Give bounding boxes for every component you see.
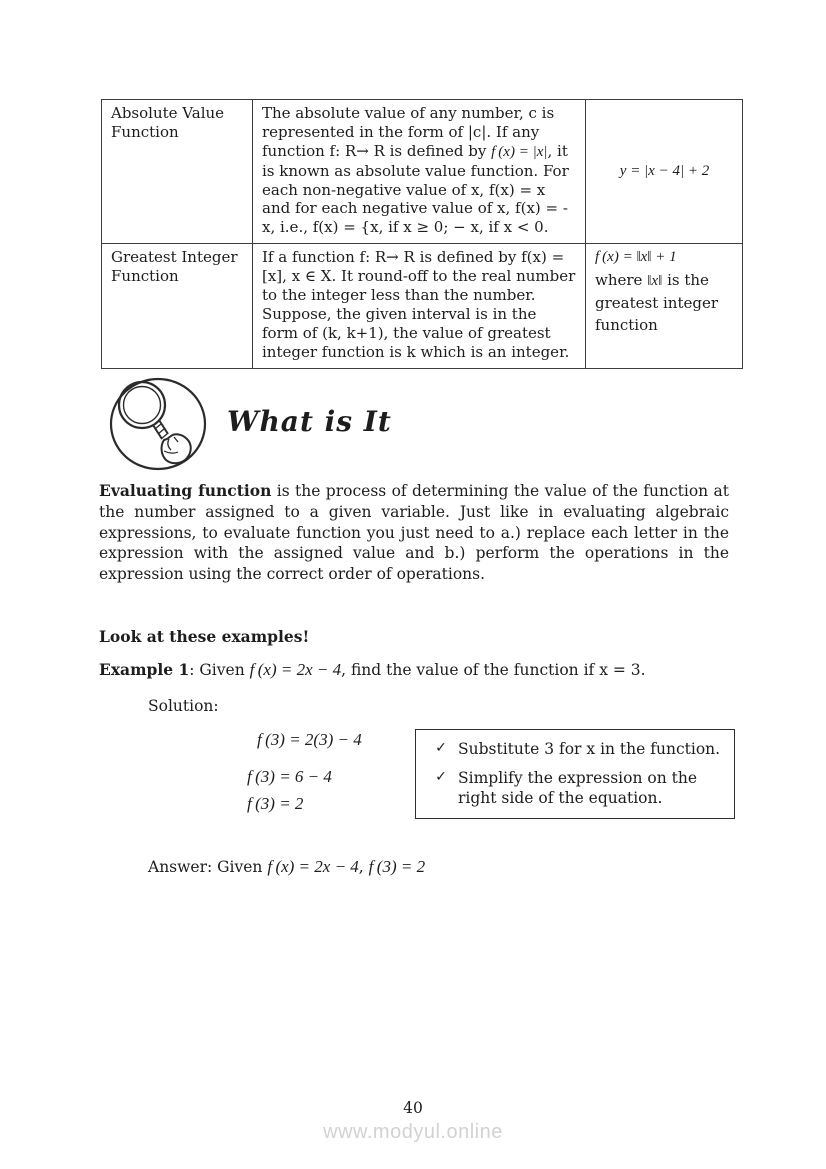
inline-math: ‖x‖ (647, 273, 663, 290)
example-math: y = |x − 4| + 2 (619, 162, 710, 179)
example-text: , find the value of the function if x = 3. (341, 661, 646, 679)
magnifier-in-hand-icon (108, 376, 208, 472)
term-text: Greatest Integer Function (111, 248, 238, 286)
example-math: f (x) = ‖x‖ + 1 (595, 249, 677, 266)
intro-paragraph (99, 481, 729, 585)
example-text: : Given (189, 661, 250, 679)
example-text: is the greatest integer function (595, 271, 719, 334)
intro-lead: Evaluating function (99, 481, 272, 500)
example-label: Example 1 (99, 660, 190, 679)
definition-cell (253, 244, 586, 368)
solution-label: Solution: (148, 697, 219, 715)
inline-math: f (x) = 2x − 4 (267, 857, 359, 876)
term-cell (102, 244, 253, 368)
table-row-absolute-value (102, 100, 743, 244)
example-cell (586, 100, 743, 244)
example-text: where (595, 271, 648, 290)
section-title: What is It (227, 405, 392, 438)
watermark: www.modyul.online (323, 1121, 503, 1143)
definition-text: , it is known as absolute value function. For each non-negative value of x, f(x) = x and for each negative value of x, f(x) = -x, i.e., f(x) = {x, if x ≥ 0; − x, if x < 0. (262, 141, 569, 237)
list-item (424, 768, 724, 808)
table-row-greatest-integer (102, 244, 743, 368)
answer-text: Answer: Given (148, 858, 268, 876)
term-text: Absolute Value Function (111, 104, 225, 141)
solution-step: f (3) = 2(3) − 4 (257, 730, 362, 749)
definition-text: If a function f: R→ R is defined by f(x) = [x], x ∈ X. It round-off to the real number to the integer less than the number. Suppose, the given interval is in the form of (k, k+1), the value of greatest integer function is k which is an integer. (262, 248, 576, 361)
note-text: Substitute 3 for x in the function. (458, 740, 721, 758)
solution-step: f (3) = 6 − 4 (247, 767, 332, 786)
intro-rest: is the process of determining the value of the function at the number assigned to a given variable. Just like in evaluating algebraic expressions, to evaluate function you just need to a.) replace each letter in the expression with the assigned value and b.) perform the operations in the expression using the correct order of operations. (99, 482, 729, 584)
page-number: 40 (403, 1099, 423, 1117)
checkmark-icon: ✓ (435, 769, 447, 786)
term-cell (102, 100, 253, 244)
inline-math: f (x) = |x| (491, 143, 548, 160)
solution-steps (247, 726, 362, 817)
answer-line (148, 857, 425, 877)
functions-table (101, 99, 743, 369)
definition-cell (253, 100, 586, 244)
inline-math: f (3) = 2 (368, 857, 426, 876)
solution-notes-box (415, 729, 735, 819)
definition-text: The absolute value of any number, c is represented in the form of |c|. If any function f: R→ R is defined by (262, 104, 555, 160)
note-text: Simplify the expression on the right side of the equation. (458, 769, 697, 808)
inline-math: f (x) = 2x − 4 (249, 660, 342, 679)
example-1-statement (99, 660, 646, 680)
checkmark-icon: ✓ (435, 740, 447, 756)
answer-text: , (358, 858, 369, 876)
example-note (595, 270, 734, 336)
examples-heading: Look at these examples! (99, 627, 310, 646)
list-item (424, 739, 724, 759)
example-cell (586, 244, 743, 368)
solution-step: f (3) = 2 (247, 794, 304, 813)
